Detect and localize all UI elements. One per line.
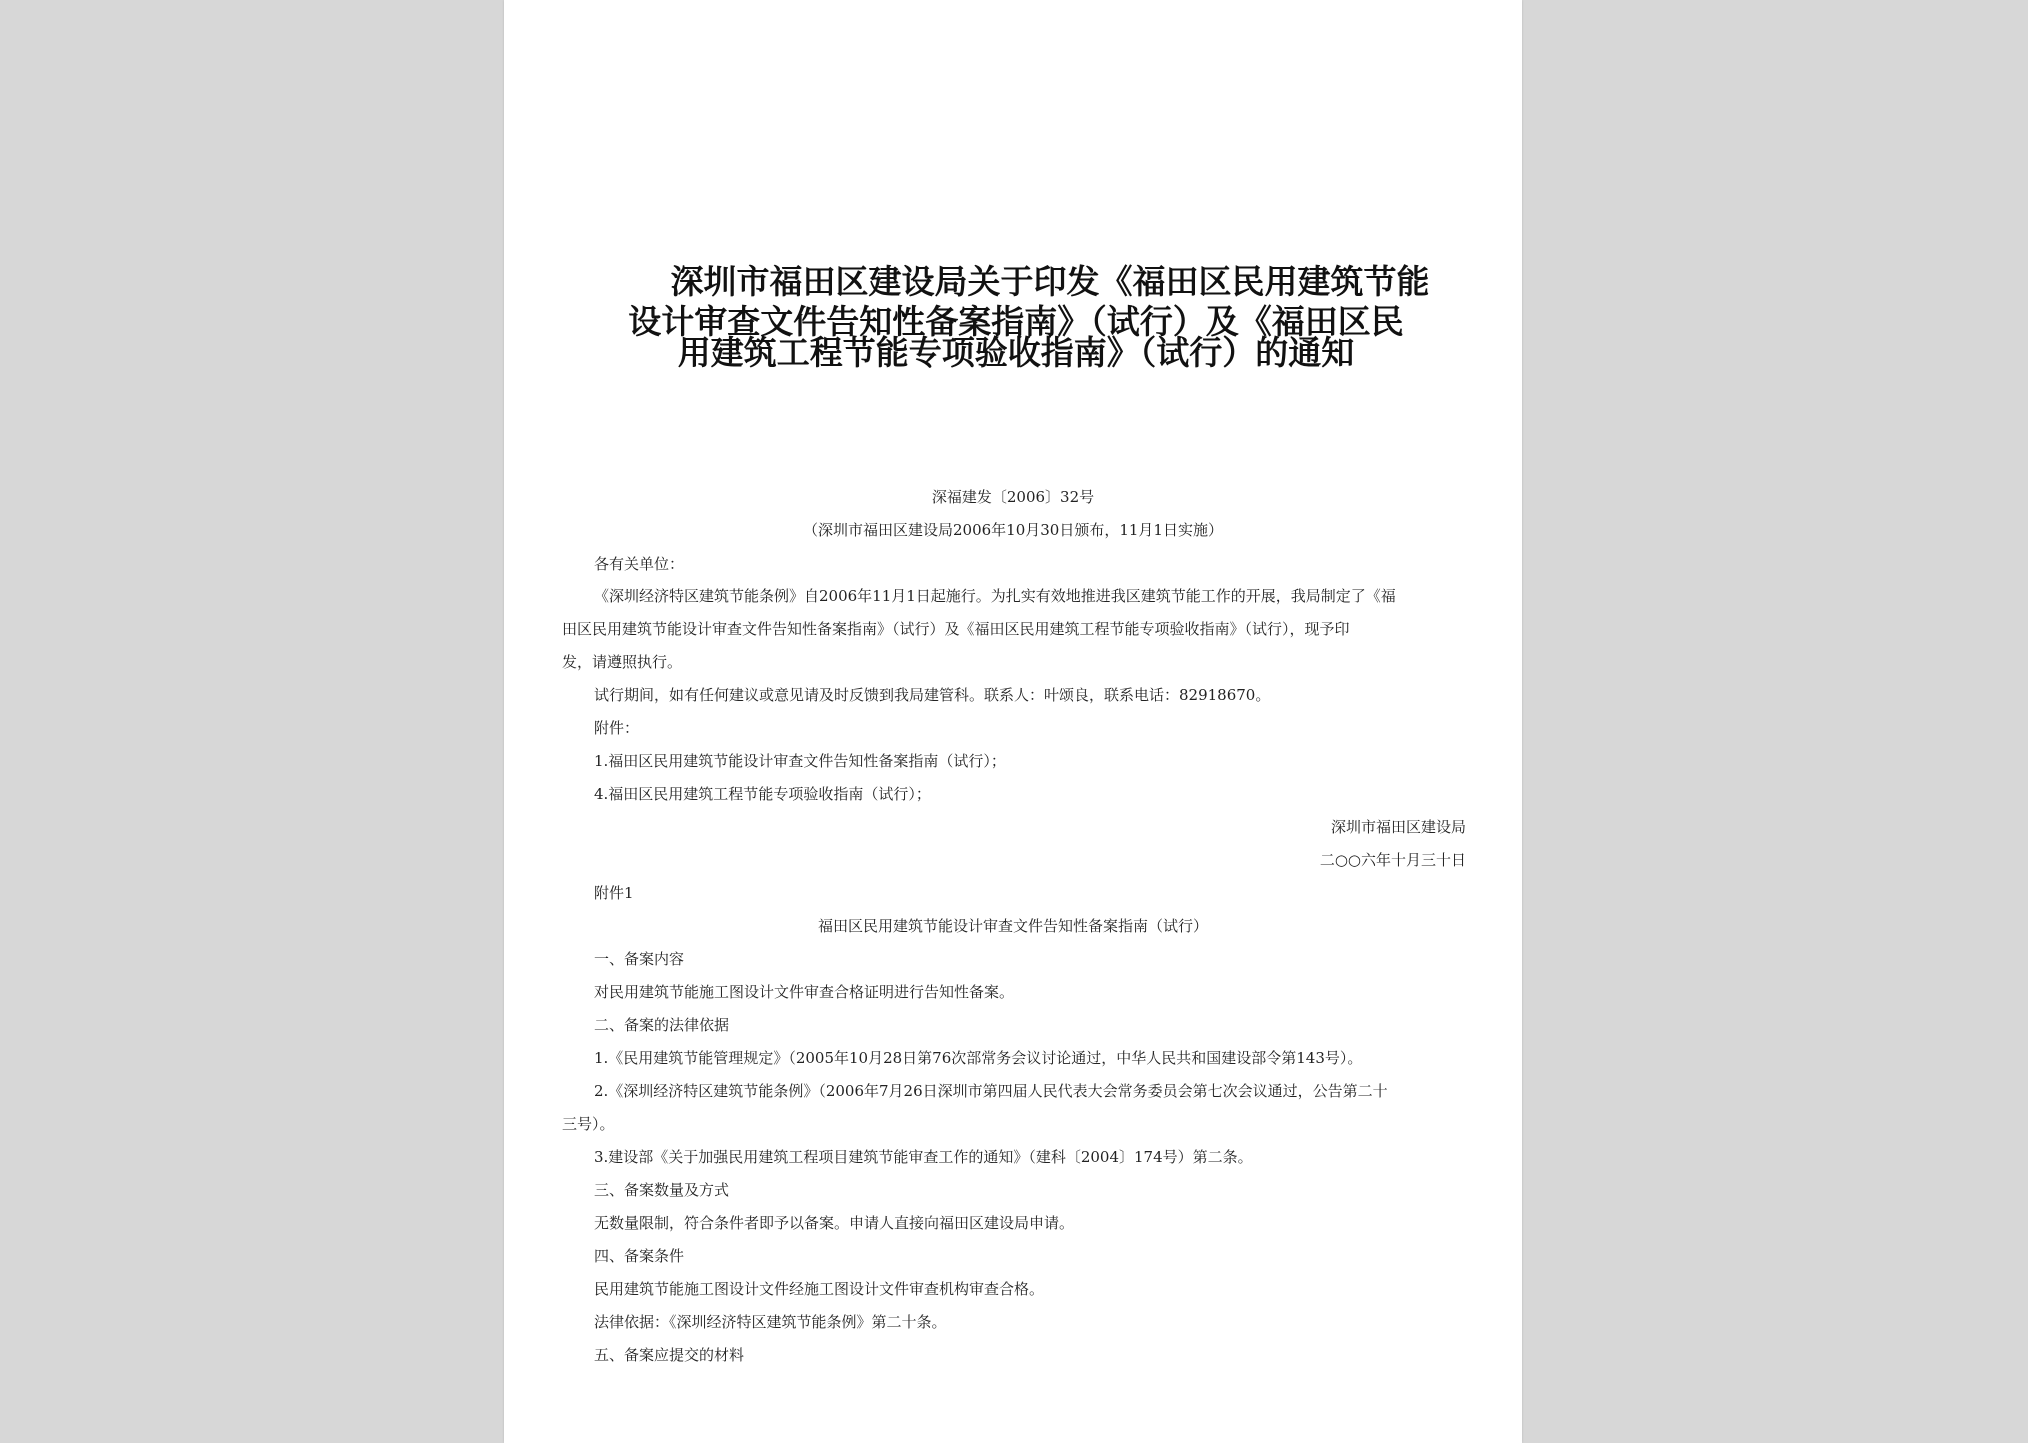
attachment-item-1: 1.福田区民用建筑节能设计审查文件告知性备案指南（试行）；	[594, 752, 1006, 770]
section-heading-1: 一、备案内容	[594, 950, 685, 968]
document-title-line-2: 设计审查文件告知性备案指南》（试行）及《福田区民	[628, 302, 1404, 341]
attachment-item-2: 4.福田区民用建筑工程节能专项验收指南（试行）；	[594, 785, 931, 803]
section-text: 1.《民用建筑节能管理规定》（2005年10月28日第76次部常务会议讨论通过，中华人民共和国建设部令第143号）。	[594, 1049, 1363, 1067]
signature: 深圳市福田区建设局	[1330, 818, 1466, 836]
document-number: 深福建发〔2006〕32号	[931, 488, 1095, 506]
section-heading-5: 五、备案应提交的材料	[594, 1346, 745, 1364]
paragraph-2: 试行期间，如有任何建议或意见请及时反馈到我局建管科。联系人：叶颂良，联系电话：82918670。	[594, 686, 1271, 704]
section-text: 2.《深圳经济特区建筑节能条例》（2006年7月26日深圳市第四届人民代表大会常务委员会第七次会议通过，公告第二十	[594, 1082, 1388, 1100]
annex-title: 福田区民用建筑节能设计审查文件告知性备案指南（试行）	[817, 917, 1208, 935]
section-text: 3.建设部《关于加强民用建筑工程项目建筑节能审查工作的通知》（建科〔2004〕174号）第二条。	[594, 1148, 1253, 1166]
section-heading-2: 二、备案的法律依据	[594, 1016, 730, 1034]
document-title-line-3: 用建筑工程节能专项验收指南》（试行）的通知	[677, 333, 1355, 372]
attachments-label: 附件：	[594, 719, 640, 737]
section-heading-4: 四、备案条件	[594, 1247, 685, 1265]
annex-label: 附件1	[594, 884, 634, 902]
issue-note: （深圳市福田区建设局2006年10月30日颁布，11月1日实施）	[803, 521, 1223, 539]
paragraph-1-line-3: 发，请遵照执行。	[562, 653, 683, 671]
paragraph-1-line-2: 田区民用建筑节能设计审查文件告知性备案指南》（试行）及《福田区民用建筑工程节能专项验收指南》（试行），现予印	[562, 620, 1350, 638]
section-text: 对民用建筑节能施工图设计文件审查合格证明进行告知性备案。	[594, 983, 1015, 1001]
signature-date: 二○○六年十月三十日	[1319, 851, 1466, 869]
section-text: 法律依据：《深圳经济特区建筑节能条例》第二十条。	[594, 1313, 947, 1331]
section-text: 三号）。	[562, 1115, 615, 1133]
section-heading-3: 三、备案数量及方式	[594, 1181, 730, 1199]
paragraph-1-line-1: 《深圳经济特区建筑节能条例》自2006年11月1日起施行。为扎实有效地推进我区建筑节能工作的开展，我局制定了《福	[594, 587, 1396, 605]
section-text: 民用建筑节能施工图设计文件经施工图设计文件审查机构审查合格。	[594, 1280, 1045, 1298]
document-title-line-1: 深圳市福田区建设局关于印发《福田区民用建筑节能	[670, 262, 1430, 301]
salutation: 各有关单位：	[594, 555, 685, 573]
section-text: 无数量限制，符合条件者即予以备案。申请人直接向福田区建设局申请。	[594, 1214, 1075, 1232]
document-page	[504, 0, 1522, 1443]
